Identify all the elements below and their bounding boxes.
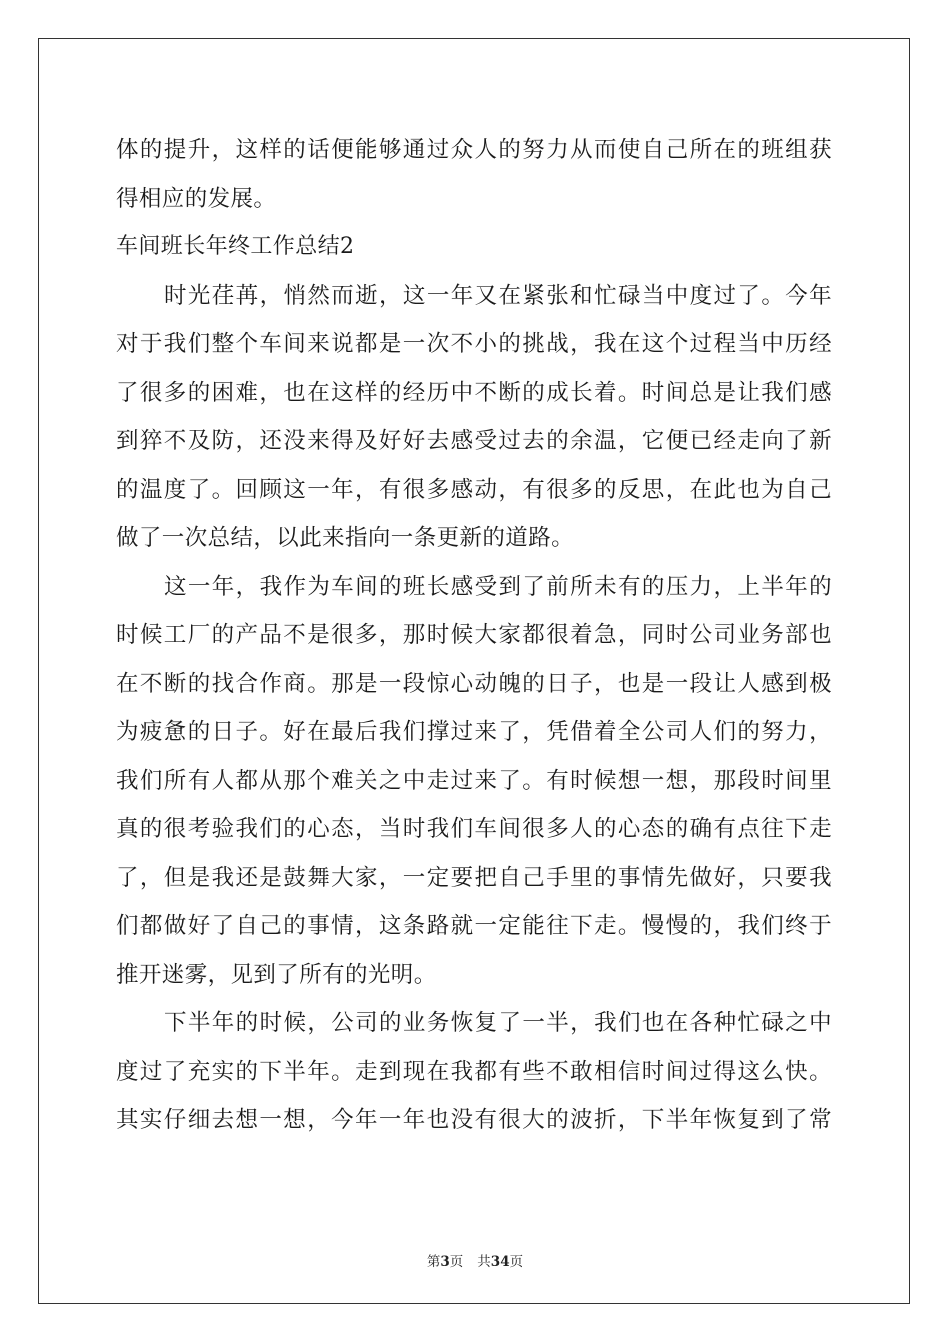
- total-prefix: 共: [477, 1254, 491, 1270]
- text-line: 真的很考验我们的心态，当时我们车间很多人的心态的确有点往下走: [116, 816, 832, 842]
- paragraph-first-line: 下半年的时候，公司的业务恢复了一半，我们也在各种忙碌之中: [164, 1010, 832, 1036]
- text-line: 得相应的发展。: [116, 185, 277, 212]
- page-footer: [0, 1250, 950, 1270]
- paragraph-first-line: 时光荏苒，悄然而逝，这一年又在紧张和忙碌当中度过了。今年: [164, 282, 832, 309]
- text-line: 们都做好了自己的事情，这条路就一定能往下走。慢慢的，我们终于: [116, 913, 832, 939]
- text-line: 了很多的困难，也在这样的经历中不断的成长着。时间总是让我们感: [116, 379, 832, 406]
- text-line: 推开迷雾，见到了所有的光明。: [116, 961, 437, 988]
- text-line: 度过了充实的下半年。走到现在我都有些不敢相信时间过得这么快。: [116, 1058, 832, 1085]
- text-line: 对于我们整个车间来说都是一次不小的挑战，我在这个过程当中历经: [116, 331, 832, 357]
- text-line: 做了一次总结，以此来指向一条更新的道路。: [116, 525, 575, 551]
- text-line: 为疲惫的日子。好在最后我们撑过来了，凭借着全公司人们的努力，: [116, 719, 832, 745]
- text-line: 到猝不及防，还没来得及好好去感受过去的余温，它便已经走向了新: [116, 428, 832, 454]
- document-body: [116, 126, 832, 1145]
- page-prefix: 第: [426, 1254, 441, 1270]
- total-pages: 34: [490, 1254, 510, 1270]
- text-line: 的温度了。回顾这一年，有很多感动，有很多的反思，在此也为自己: [116, 476, 832, 503]
- text-line: 时候工厂的产品不是很多，那时候大家都很着急，同时公司业务部也: [116, 622, 832, 648]
- text-line: 我们所有人都从那个难关之中走过来了。有时候想一想，那段时间里: [116, 767, 832, 794]
- text-line: 其实仔细去想一想，今年一年也没有很大的波折，下半年恢复到了常: [116, 1107, 832, 1133]
- section-heading: 车间班长年终工作总结2: [116, 234, 355, 259]
- page-suffix: 页: [449, 1254, 464, 1270]
- text-line: 在不断的找合作商。那是一段惊心动魄的日子，也是一段让人感到极: [116, 670, 832, 697]
- page-number: 3: [440, 1254, 450, 1270]
- text-line: 体的提升，这样的话便能够通过众人的努力从而使自己所在的班组获: [116, 137, 832, 163]
- paragraph-first-line: 这一年，我作为车间的班长感受到了前所未有的压力，上半年的: [164, 573, 832, 600]
- text-line: 了，但是我还是鼓舞大家，一定要把自己手里的事情先做好，只要我: [116, 864, 832, 891]
- total-suffix: 页: [509, 1254, 524, 1270]
